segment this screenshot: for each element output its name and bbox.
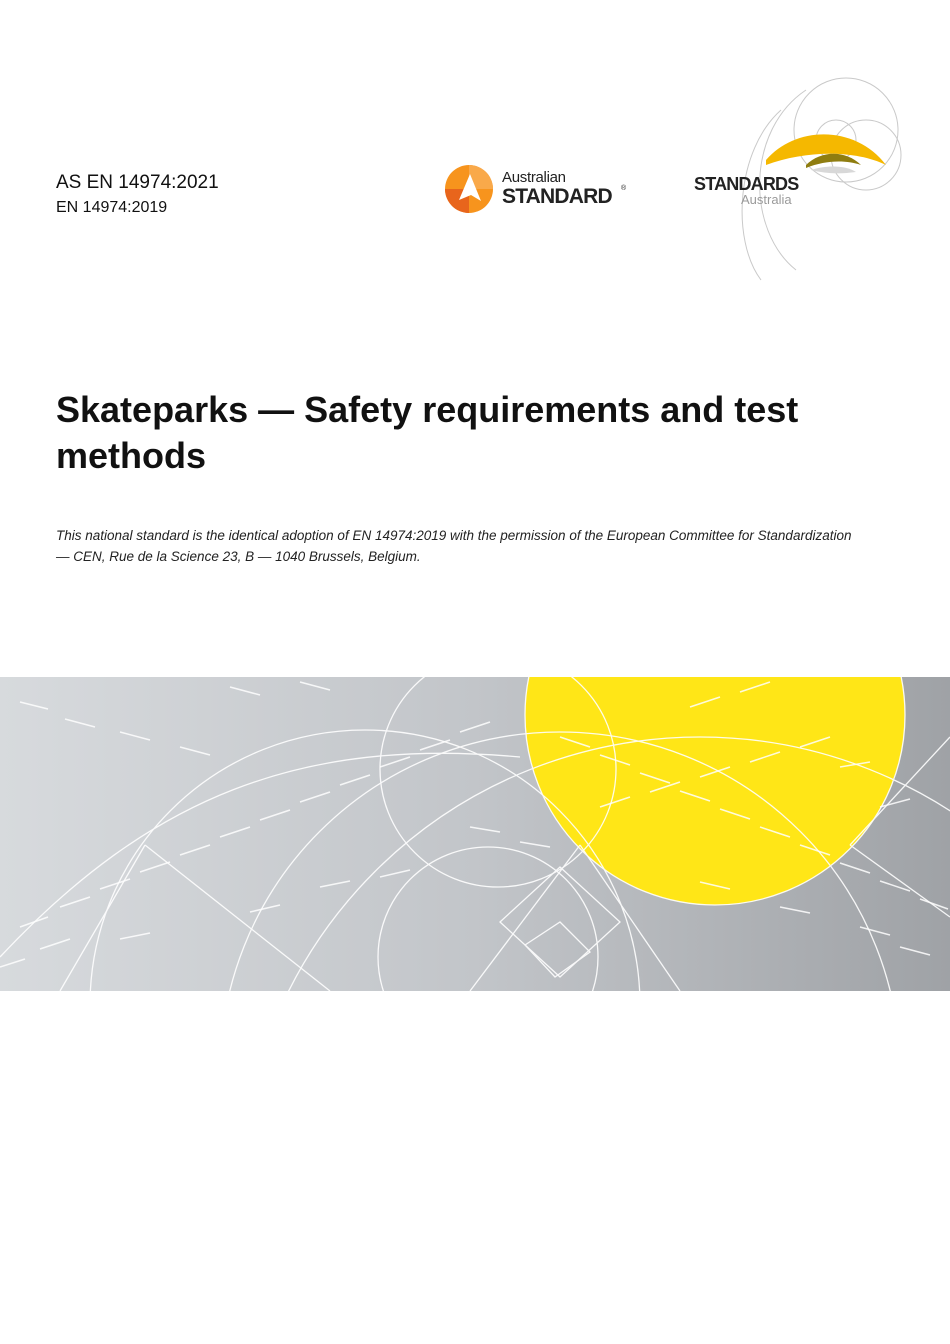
geometric-pattern <box>0 677 950 991</box>
cover-graphic-banner <box>0 677 950 991</box>
australian-standard-mark-icon <box>444 164 494 214</box>
source-standard-code: EN 14974:2019 <box>56 199 168 216</box>
australian-standard-wordmark-line2: STANDARD <box>502 185 612 208</box>
document-title: Skateparks — Safety requirements and test methods <box>56 389 799 476</box>
adoption-note: This national standard is the identical adoption of EN 14974:2019 with the permission of the European Committee for Standardization — CEN, Rue de la Science 23, B — 1040 Brussels, Belgium. <box>56 528 852 564</box>
standard-code: AS EN 14974:2021 <box>56 172 219 193</box>
australian-standard-wordmark-line1: Australian <box>502 169 566 186</box>
australian-standard-logo <box>444 164 634 218</box>
standards-australia-wordmark-line2: Australia <box>741 192 792 207</box>
standards-australia-logo <box>686 70 916 285</box>
registered-mark: ® <box>621 185 627 192</box>
standards-australia-wordmark-line1: STANDARDS <box>694 174 799 194</box>
